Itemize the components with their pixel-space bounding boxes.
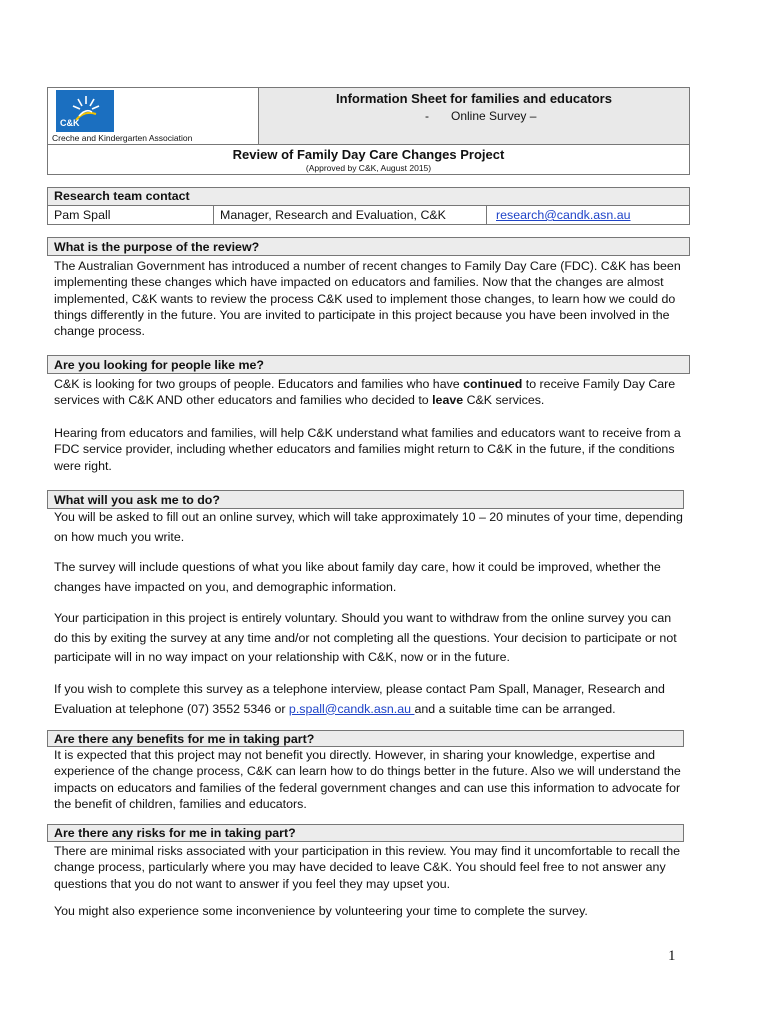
risks-heading-bar [47, 824, 684, 842]
continued-emphasis: continued [463, 377, 523, 391]
purpose-heading: What is the purpose of the review? [54, 240, 260, 254]
approved-note: (Approved by C&K, August 2015) [305, 163, 432, 173]
ask-para-2: The survey will include questions of what you like about family day care, how it could be improved, whether the changes have impacted on you, and demographic information. [54, 560, 661, 594]
risks-para-1: There are minimal risks associated with your participation in this review. You may find it uncomfortable to recall the change process, particularly where you may have decided to leave C&K. You should feel free to not answer any questions that you do not want to answer if you feel they may upset you. [54, 844, 681, 891]
benefits-heading: Are there any benefits for me in taking part? [54, 732, 315, 746]
sheet-title: Information Sheet for families and educators [336, 91, 612, 106]
contact-col-divider-1 [213, 206, 214, 224]
benefits-body: It is expected that this project may not benefit you directly. However, in sharing your knowledge, expertise and experience of the change process, C&K can learn how to do things better in the future. Also we will understand the impacts on educators and families of the federal government changes and can use this information to advocate for the benefit of children, families and educators. [54, 748, 681, 811]
ask-heading: What will you ask me to do? [54, 493, 220, 507]
page-number: 1 [668, 948, 676, 964]
risks-para-2: You might also experience some inconvenience by volunteering your time to complete the survey. [54, 904, 588, 918]
ask-para-1: You will be asked to fill out an online survey, which will take approximately 10 – 20 minutes of your time, depending on how much you write. [54, 510, 683, 544]
pam-email-link[interactable]: p.spall@candk.asn.au [288, 701, 415, 716]
ask-para-4: If you wish to complete this survey as a telephone interview, please contact Pam Spall, Manager, Research and Evaluation at telephone (07) 3552 5346 or p.spall@candk.asn.au and a suitable time can be arranged. [54, 682, 665, 716]
leave-emphasis: leave [432, 393, 464, 408]
people-heading: Are you looking for people like me? [54, 358, 264, 372]
contact-table [47, 187, 690, 225]
contact-role: Manager, Research and Evaluation, C&K [220, 208, 446, 222]
benefits-heading-bar [47, 730, 684, 747]
title-cell [259, 88, 689, 144]
ask-heading-bar [47, 490, 684, 509]
ck-logo [56, 90, 114, 132]
people-para-2: Hearing from educators and families, will help C&K understand what families and educators want to receive from a FDC service provider, including whether educators and families might return to C&K in the future, if the conditions were right. [54, 426, 681, 473]
people-heading-bar [47, 355, 690, 374]
project-title: Review of Family Day Care Changes Project [232, 147, 505, 162]
risks-heading: Are there any risks for me in taking part? [54, 826, 296, 840]
ask-para-3: Your participation in this project is entirely voluntary. Should you want to withdraw from the online survey you can do this by exiting the survey at any time and/or not completing all the questions. Your decision to participate or not participate will in no way impact on your relationship with C&K, now or in the future. [54, 611, 677, 664]
sheet-subtitle: Online Survey – [451, 109, 537, 123]
contact-heading-row [48, 188, 689, 206]
purpose-heading-bar [47, 237, 690, 256]
contact-heading: Research team contact [54, 189, 190, 203]
contact-name: Pam Spall [54, 208, 111, 222]
logo-cell [48, 88, 259, 144]
contact-col-divider-2 [486, 206, 487, 224]
logo-tagline: Creche and Kindergarten Association [52, 133, 193, 143]
people-para-1: C&K is looking for two groups of people. Educators and families who have continued to receive Family Day Care services with C&K AND other educators and families who decided to leave C&K services. [54, 377, 676, 408]
header-divider [48, 144, 689, 145]
contact-email-link[interactable]: research@candk.asn.au [496, 208, 631, 222]
subtitle-dash: - [425, 109, 429, 123]
logo-name: C&K [60, 118, 80, 128]
purpose-body: The Australian Government has introduced a number of recent changes to Family Day Care (FDC). C&K has been implementing these changes which have impacted on educators and families. Now that the changes are almost implemented, C&K wants to review the process C&K used to implement those changes, to learn how we could do things differently in the future. You are invited to participate in this project because you have been involved in the change process. [54, 259, 681, 339]
header-table [47, 87, 690, 175]
